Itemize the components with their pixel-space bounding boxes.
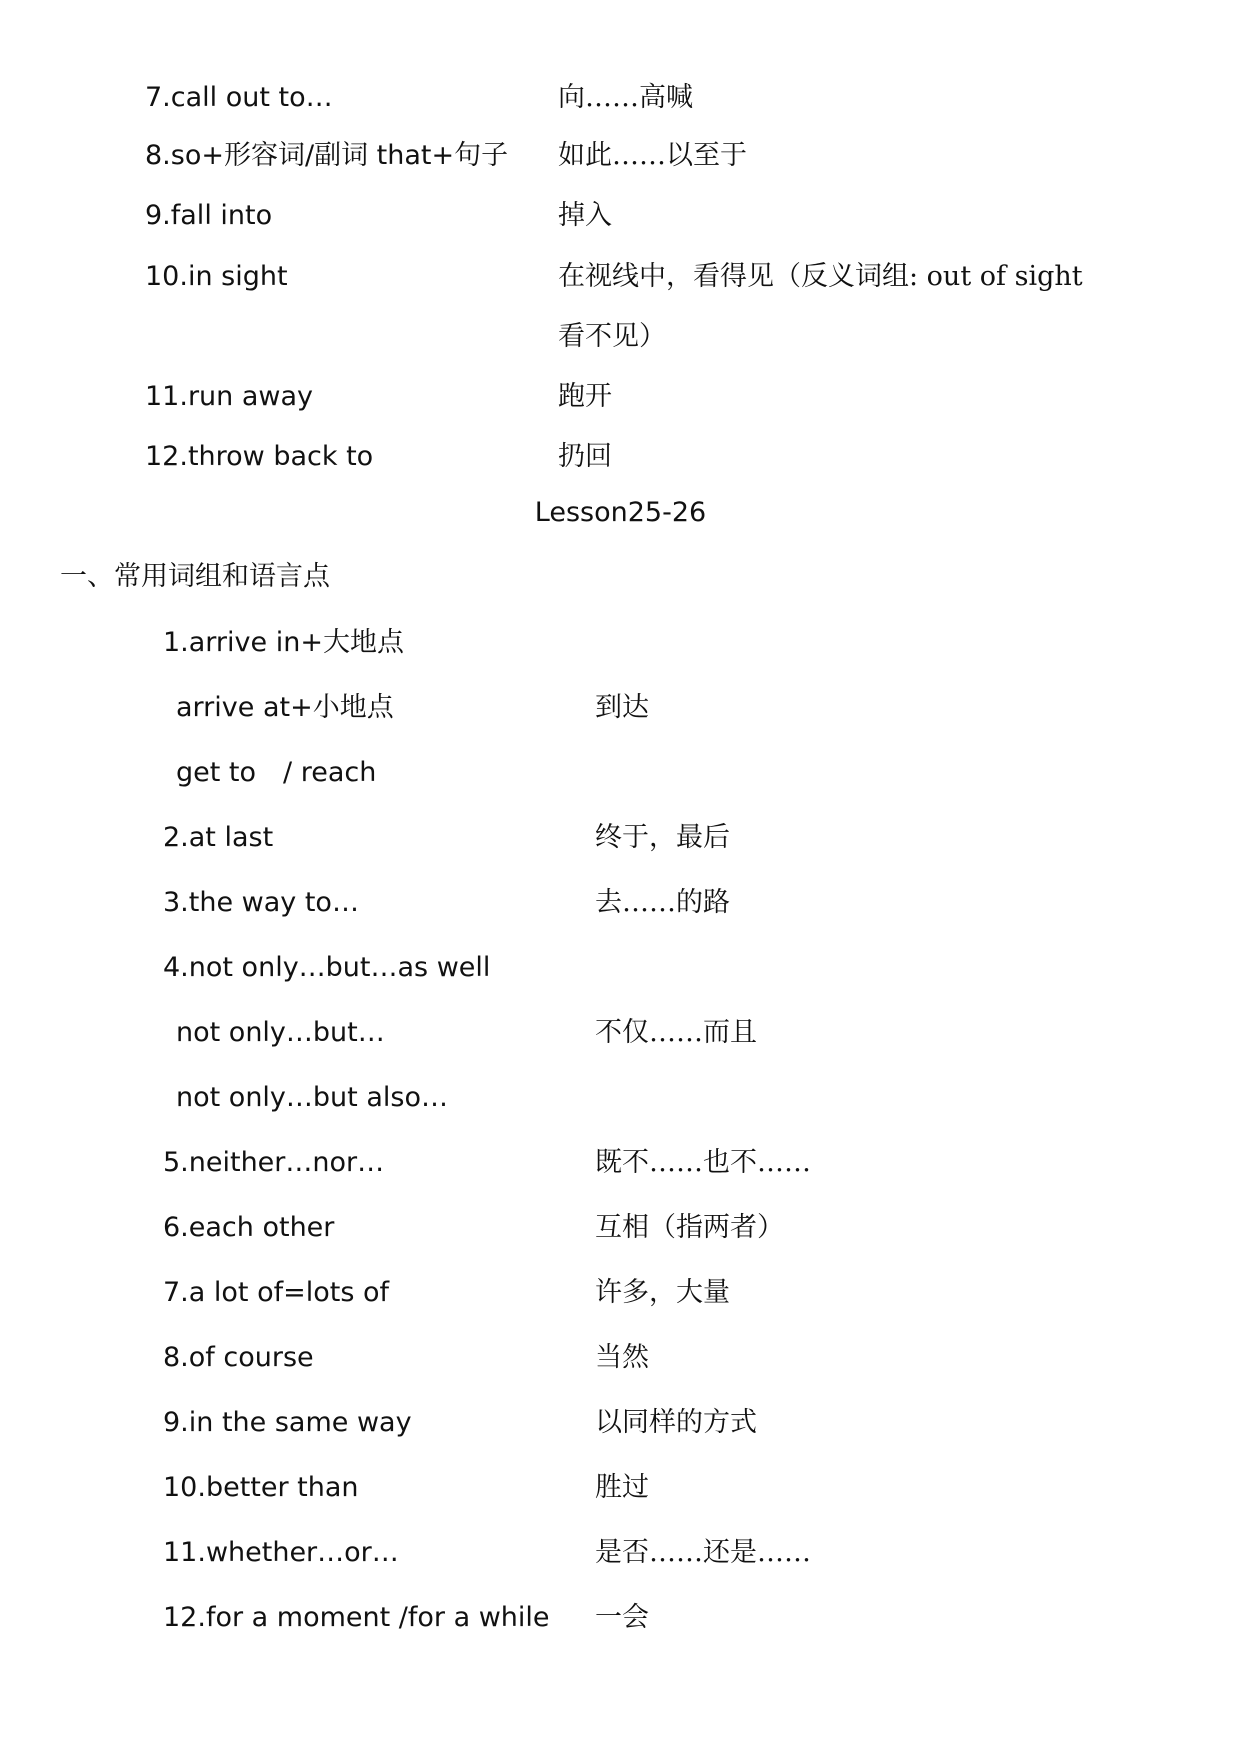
top-item-10-chinese-continued: 看不见） [558,321,666,352]
top-item-8-english: 8.so+形容词/副词 that+句子 [145,140,509,171]
top-item-12-chinese: 扔回 [558,441,612,472]
phrase-3-english: 3.the way to… [163,887,359,918]
phrase-1-english: 1.arrive in+大地点 [163,627,404,658]
phrase-12-english: 12.for a moment /for a while [163,1602,550,1633]
phrase-6-english: 6.each other [163,1212,335,1243]
top-item-10-chinese: 在视线中，看得见（反义词组: out of sight [558,261,1083,292]
section-heading: 一、常用词组和语言点 [60,561,330,592]
top-item-11-chinese: 跑开 [558,381,612,412]
top-item-7-english: 7.call out to… [145,82,333,113]
phrase-8-english: 8.of course [163,1342,314,1373]
phrase-4-english: 4.not only…but…as well [163,952,491,983]
phrase-2-chinese: 终于，最后 [595,822,730,853]
top-item-12-english: 12.throw back to [145,441,374,472]
phrase-5-english: 5.neither…nor… [163,1147,385,1178]
phrase-4c-english: not only…but also… [176,1082,448,1113]
phrase-3-chinese: 去……的路 [595,887,730,918]
phrase-1b-chinese: 到达 [595,692,649,723]
phrase-8-chinese: 当然 [595,1342,649,1373]
phrase-9-english: 9.in the same way [163,1407,412,1438]
phrase-4b-english: not only…but… [176,1017,385,1048]
phrase-4b-chinese: 不仅……而且 [595,1017,757,1048]
phrase-10-chinese: 胜过 [595,1472,649,1503]
top-item-8-chinese: 如此……以至于 [558,140,747,171]
phrase-1c-english: get to / reach [176,757,377,788]
phrase-2-english: 2.at last [163,822,274,853]
phrase-6-chinese: 互相（指两者） [595,1212,784,1243]
phrase-7-chinese: 许多，大量 [595,1277,730,1308]
phrase-11-chinese: 是否……还是…… [595,1537,811,1568]
phrase-12-chinese: 一会 [595,1602,649,1633]
top-item-10-english: 10.in sight [145,261,288,292]
phrase-10-english: 10.better than [163,1472,359,1503]
phrase-1b-english: arrive at+小地点 [176,692,394,723]
phrase-11-english: 11.whether…or… [163,1537,399,1568]
phrase-5-chinese: 既不……也不…… [595,1147,811,1178]
top-item-9-chinese: 掉入 [558,200,612,231]
phrase-9-chinese: 以同样的方式 [595,1407,757,1438]
top-item-9-english: 9.fall into [145,200,273,231]
top-item-7-chinese: 向……高喊 [558,82,693,113]
top-item-11-english: 11.run away [145,381,313,412]
phrase-7-english: 7.a lot of=lots of [163,1277,390,1308]
lesson-title: Lesson25-26 [534,497,707,528]
